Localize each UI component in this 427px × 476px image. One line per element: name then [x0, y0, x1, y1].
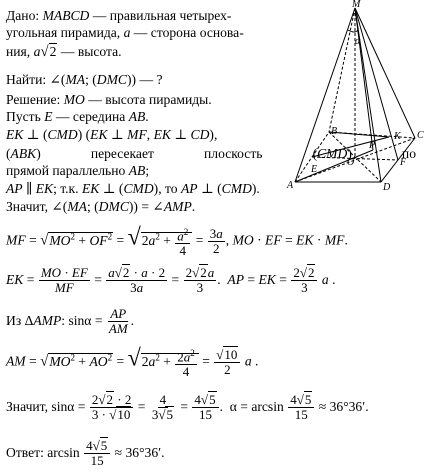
solution-line-4b: прямой параллельно AB; — [6, 163, 150, 178]
equation-mf: MF = $√MO^2 + OF^2 = √2a^2$ + $\frac{a^2}{4}$ = $\frac{3a}{2}$ , MO · EF = EK · MF. — [6, 224, 348, 259]
label-K: K — [394, 131, 401, 142]
solution-line-4a: (ABK) пересекает плоскость (CMD) по — [6, 146, 416, 161]
given-line-1: Дано: MABCD — правильная четырех- — [6, 8, 232, 23]
label-F: F — [400, 157, 407, 168]
label-C: C — [417, 130, 424, 141]
solution-line-6: Значит, ∠(MA; (DMC)) = ∠AMP. — [6, 199, 196, 214]
solution-line-1: Решение: MO — высота пирамиды. — [6, 92, 212, 107]
equation-am: AM = $√MO^2 + AO^2 = √2a^2$ + $\frac{2a^2}{4}$ = $\frac{√10}{2}$ a . — [6, 345, 259, 380]
solution-line-5: AP ∥ EK; т.к. EK ⊥ (CMD), то AP ⊥ (CMD). — [6, 181, 260, 196]
label-A: A — [287, 180, 294, 191]
given-line-2: угольная пирамида, a — сторона основа- — [6, 25, 244, 40]
label-B: B — [331, 126, 338, 137]
answer-line: Ответ: arcsin $\frac{4√5}{15}$ ≈ 36°36′. — [6, 438, 165, 469]
label-O: O — [347, 157, 355, 168]
solution-line-2: Пусть E — середина AB. — [6, 109, 149, 124]
label-P: P — [369, 140, 376, 151]
find-line: Найти: ∠(MA; (DMC)) — ? — [6, 72, 163, 87]
equation-ek: EK = $\frac{MO \cdot EF}{MF}$ = $\frac{a√2 \cdot a \cdot 2}{3a}$ = $\frac{2√2a}{3}$ . AP = EK = $\frac{2√2}{3}$ a . — [6, 265, 336, 296]
solution-line-3: EK ⊥ (CMD) (EK ⊥ MF, EK ⊥ CD), — [6, 127, 218, 142]
label-alpha: α — [355, 36, 361, 47]
equation-final: Значит, sinα = $\frac{2√2 \cdot 2}{3 \cdot √10}$ = $\frac{4}{3√5}$ = $\frac{4√5}{15}$ . α = arcsin $\frac{4√5}{15}$ ≈ 36°36′. — [6, 392, 369, 423]
equation-sin: Из ΔAMP: sinα = $\frac{AP}{AM}$ . — [6, 306, 135, 337]
given-line-3: ния, a√2 — высота. — [6, 44, 122, 60]
label-E: E — [311, 164, 318, 175]
label-D: D — [383, 182, 391, 193]
pyramid-figure — [285, 0, 425, 200]
label-M: M — [352, 0, 361, 10]
